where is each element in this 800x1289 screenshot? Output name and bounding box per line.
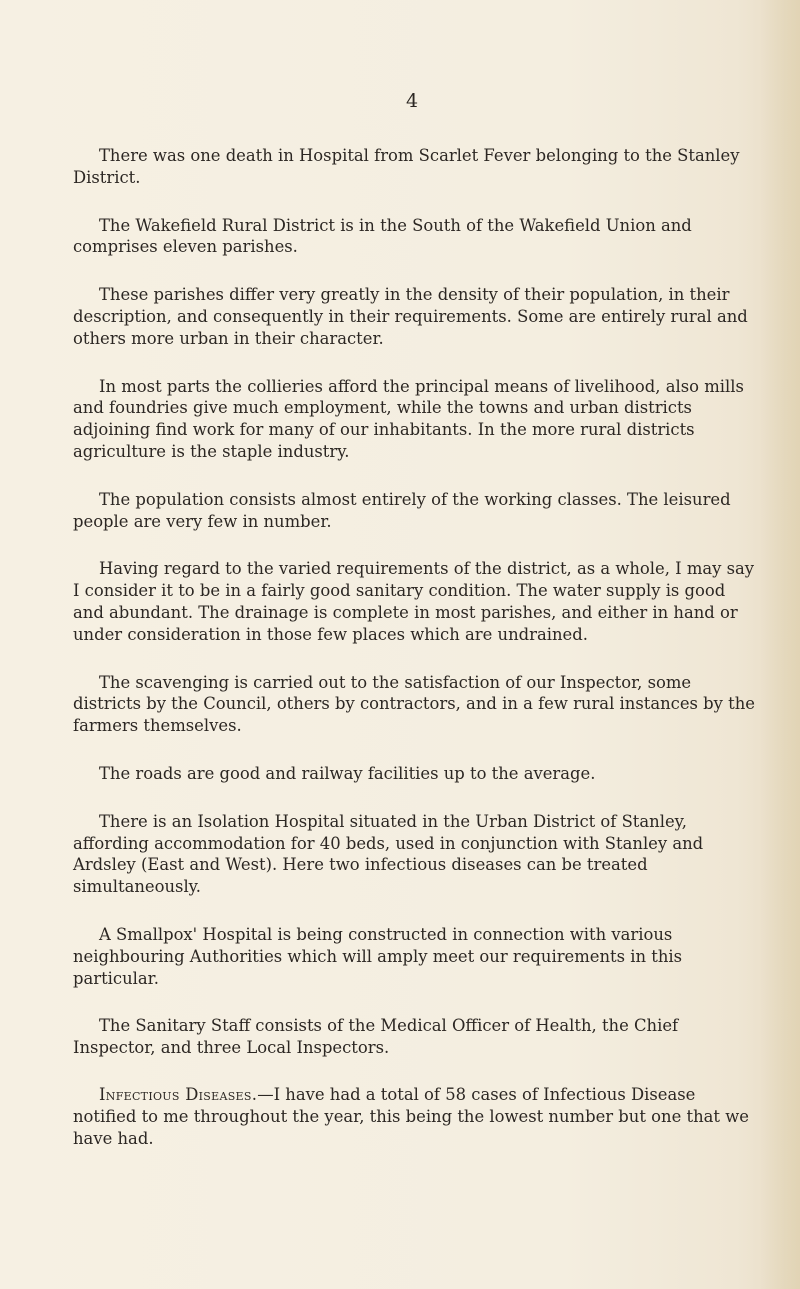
paragraph-parishes: These parishes differ very greatly in the density of their population, in their description, and consequently in their requirements. Some are entirely rural and others more urban in their character. <box>73 285 748 348</box>
paragraph-sanitary-staff: The Sanitary Staff consists of the Medical Officer of Health, the Chief Inspector, and three Local Inspectors. <box>73 1016 679 1058</box>
paragraph-roads: The roads are good and railway facilities up to the average. <box>99 763 596 783</box>
paragraph-livelihood: In most parts the collieries afford the principal means of livelihood, also mills and foundries give much employment, while the towns and urban districts adjoining find work for many of our inhabitants. In the more rural districts agriculture is the staple industry. <box>73 376 744 461</box>
infectious-diseases-heading: Infectious Diseases. <box>99 1084 258 1104</box>
paragraph-smallpox-hospital: A Smallpox' Hospital is being constructed in connection with various neighbouring Authorities which will amply meet our requirements in this particular. <box>73 924 683 988</box>
page-number: 4 <box>405 90 419 112</box>
paragraph-infectious-diseases <box>73 1084 761 1149</box>
page-edge-shadow <box>760 0 800 1289</box>
paragraph-sanitary-condition: Having regard to the varied requirements of the district, as a whole, I may say I consider it to be in a fairly good sanitary condition. The water supply is good and abundant. The drainage is complete in most parishes, and either in hand or under consideration in those few places which are undrained. <box>73 559 755 644</box>
paragraph-isolation-hospital: There is an Isolation Hospital situated in the Urban District of Stanley, affording accommodation for 40 beds, used in conjunction with Stanley and Ardsley (East and West). Here two infectious diseases can be treated simultaneously. <box>73 811 704 897</box>
paragraph-wakefield-district: The Wakefield Rural District is in the South of the Wakefield Union and comprises eleven parishes. <box>73 215 692 257</box>
paragraph-population: The population consists almost entirely of the working classes. The leisured people are very few in number. <box>73 489 731 531</box>
paragraph-scavenging: The scavenging is carried out to the satisfaction of our Inspector, some districts by the Council, others by contractors, and in a few rural instances by the farmers themselves. <box>73 672 755 736</box>
body-text <box>73 145 761 1175</box>
paragraph-scarlet-fever: There was one death in Hospital from Scarlet Fever belonging to the Stanley District. <box>73 146 740 187</box>
infectious-diseases-text: —I have had a total of 58 cases of Infectious Disease notified to me throughout the year, this being the lowest number but one that we have had. <box>73 1084 749 1148</box>
